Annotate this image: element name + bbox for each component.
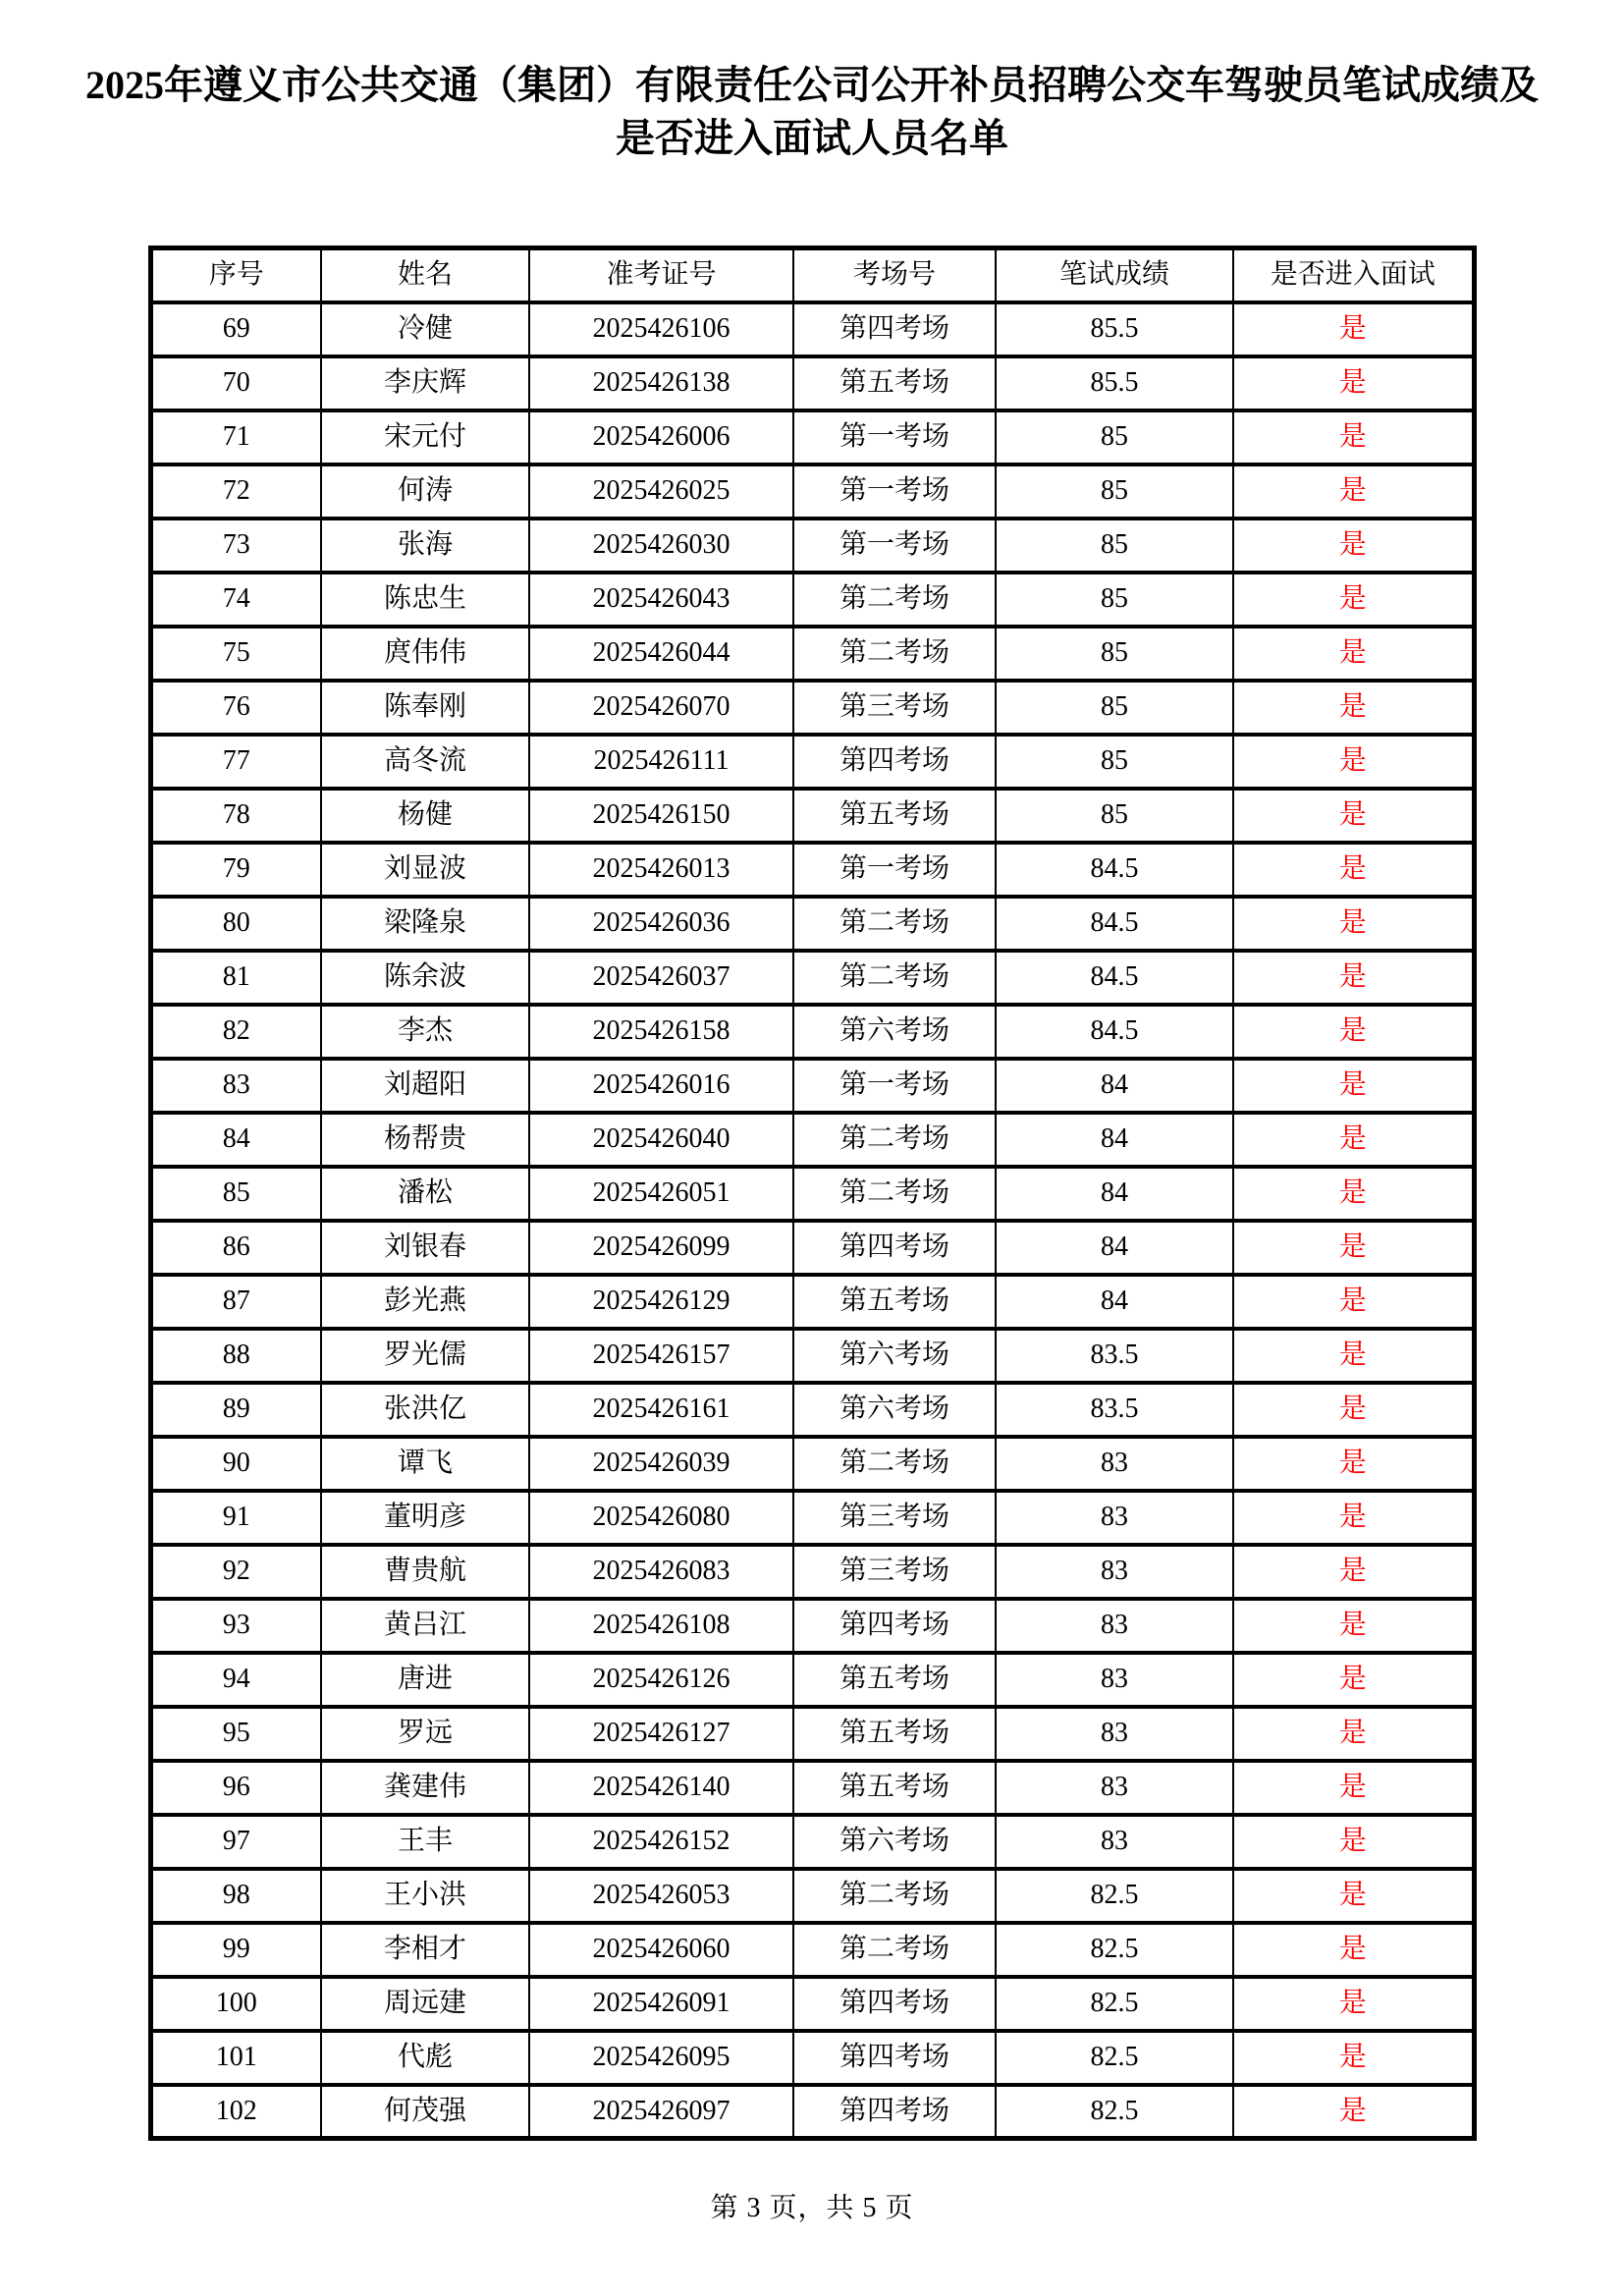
cell-name: 潘松: [321, 1167, 529, 1221]
cell-score: 83.5: [996, 1329, 1233, 1383]
cell-score: 84: [996, 1059, 1233, 1113]
cell-index: 79: [150, 843, 321, 897]
table-row: [150, 1977, 1474, 2031]
header-cell-ticket-number: 准考证号: [529, 248, 793, 302]
table-row: [150, 1005, 1474, 1059]
cell-ticket-number: 2025426138: [529, 356, 793, 410]
cell-index: 80: [150, 897, 321, 951]
cell-index: 95: [150, 1707, 321, 1761]
cell-index: 82: [150, 1005, 321, 1059]
cell-score: 83: [996, 1545, 1233, 1599]
cell-name: 罗远: [321, 1707, 529, 1761]
table-row: [150, 2031, 1474, 2085]
cell-interview: 是: [1233, 356, 1474, 410]
cell-name: 冷健: [321, 302, 529, 356]
cell-score: 85: [996, 681, 1233, 735]
cell-index: 74: [150, 573, 321, 627]
header-cell-score: 笔试成绩: [996, 248, 1233, 302]
header-cell-index: 序号: [150, 248, 321, 302]
cell-ticket-number: 2025426106: [529, 302, 793, 356]
cell-ticket-number: 2025426070: [529, 681, 793, 735]
header-cell-exam-room: 考场号: [793, 248, 996, 302]
cell-index: 87: [150, 1275, 321, 1329]
table-row: [150, 519, 1474, 573]
cell-index: 85: [150, 1167, 321, 1221]
cell-index: 78: [150, 789, 321, 843]
cell-name: 谭飞: [321, 1437, 529, 1491]
cell-interview: 是: [1233, 1383, 1474, 1437]
cell-ticket-number: 2025426016: [529, 1059, 793, 1113]
cell-interview: 是: [1233, 1329, 1474, 1383]
cell-index: 69: [150, 302, 321, 356]
cell-index: 100: [150, 1977, 321, 2031]
cell-ticket-number: 2025426108: [529, 1599, 793, 1653]
cell-index: 70: [150, 356, 321, 410]
cell-name: 杨健: [321, 789, 529, 843]
cell-index: 96: [150, 1761, 321, 1815]
cell-score: 85: [996, 573, 1233, 627]
cell-score: 84: [996, 1221, 1233, 1275]
cell-exam-room: 第五考场: [793, 1275, 996, 1329]
cell-index: 93: [150, 1599, 321, 1653]
cell-interview: 是: [1233, 465, 1474, 519]
cell-score: 83: [996, 1437, 1233, 1491]
cell-exam-room: 第二考场: [793, 951, 996, 1005]
cell-ticket-number: 2025426099: [529, 1221, 793, 1275]
cell-name: 彭光燕: [321, 1275, 529, 1329]
cell-interview: 是: [1233, 1761, 1474, 1815]
cell-exam-room: 第二考场: [793, 1869, 996, 1923]
table-row: [150, 1707, 1474, 1761]
cell-score: 82.5: [996, 2031, 1233, 2085]
cell-score: 83: [996, 1653, 1233, 1707]
cell-score: 83: [996, 1761, 1233, 1815]
cell-name: 代彪: [321, 2031, 529, 2085]
cell-exam-room: 第二考场: [793, 1437, 996, 1491]
cell-score: 84.5: [996, 843, 1233, 897]
cell-ticket-number: 2025426060: [529, 1923, 793, 1977]
cell-ticket-number: 2025426129: [529, 1275, 793, 1329]
cell-name: 宋元付: [321, 410, 529, 465]
cell-ticket-number: 2025426051: [529, 1167, 793, 1221]
cell-interview: 是: [1233, 1059, 1474, 1113]
table-header: [150, 248, 1474, 302]
cell-interview: 是: [1233, 1491, 1474, 1545]
cell-interview: 是: [1233, 843, 1474, 897]
cell-score: 85.5: [996, 302, 1233, 356]
cell-index: 90: [150, 1437, 321, 1491]
cell-name: 陈余波: [321, 951, 529, 1005]
cell-index: 91: [150, 1491, 321, 1545]
cell-index: 84: [150, 1113, 321, 1167]
cell-name: 李庆辉: [321, 356, 529, 410]
cell-index: 75: [150, 627, 321, 681]
cell-exam-room: 第五考场: [793, 1761, 996, 1815]
cell-score: 83: [996, 1707, 1233, 1761]
cell-index: 92: [150, 1545, 321, 1599]
cell-exam-room: 第五考场: [793, 789, 996, 843]
cell-name: 刘超阳: [321, 1059, 529, 1113]
table-row: [150, 1329, 1474, 1383]
cell-ticket-number: 2025426161: [529, 1383, 793, 1437]
cell-interview: 是: [1233, 1653, 1474, 1707]
cell-ticket-number: 2025426030: [529, 519, 793, 573]
cell-index: 101: [150, 2031, 321, 2085]
cell-score: 83: [996, 1599, 1233, 1653]
table-row: [150, 573, 1474, 627]
cell-interview: 是: [1233, 1977, 1474, 2031]
cell-interview: 是: [1233, 1815, 1474, 1869]
cell-score: 82.5: [996, 1977, 1233, 2031]
cell-index: 89: [150, 1383, 321, 1437]
cell-index: 88: [150, 1329, 321, 1383]
cell-score: 84: [996, 1113, 1233, 1167]
cell-interview: 是: [1233, 1707, 1474, 1761]
cell-interview: 是: [1233, 951, 1474, 1005]
cell-interview: 是: [1233, 1113, 1474, 1167]
header-cell-interview: 是否进入面试: [1233, 248, 1474, 302]
cell-ticket-number: 2025426126: [529, 1653, 793, 1707]
cell-name: 张洪亿: [321, 1383, 529, 1437]
cell-interview: 是: [1233, 1599, 1474, 1653]
table-row: [150, 1167, 1474, 1221]
cell-exam-room: 第二考场: [793, 627, 996, 681]
cell-name: 陈奉刚: [321, 681, 529, 735]
cell-exam-room: 第二考场: [793, 1167, 996, 1221]
cell-score: 85: [996, 735, 1233, 789]
cell-name: 庹伟伟: [321, 627, 529, 681]
cell-exam-room: 第二考场: [793, 897, 996, 951]
cell-interview: 是: [1233, 410, 1474, 465]
cell-index: 97: [150, 1815, 321, 1869]
table-row: [150, 465, 1474, 519]
cell-exam-room: 第一考场: [793, 843, 996, 897]
table-body: [150, 302, 1474, 2139]
table-row: [150, 1653, 1474, 1707]
cell-name: 陈忠生: [321, 573, 529, 627]
cell-interview: 是: [1233, 1869, 1474, 1923]
cell-name: 梁隆泉: [321, 897, 529, 951]
cell-interview: 是: [1233, 627, 1474, 681]
table-row: [150, 681, 1474, 735]
cell-exam-room: 第四考场: [793, 2085, 996, 2139]
cell-score: 82.5: [996, 1869, 1233, 1923]
cell-score: 84.5: [996, 1005, 1233, 1059]
cell-exam-room: 第三考场: [793, 1545, 996, 1599]
cell-interview: 是: [1233, 789, 1474, 843]
cell-exam-room: 第一考场: [793, 465, 996, 519]
page-title: 2025年遵义市公共交通（集团）有限责任公司公开补员招聘公交车驾驶员笔试成绩及是否进入面试人员名单: [85, 63, 1539, 160]
cell-score: 82.5: [996, 1923, 1233, 1977]
cell-name: 唐进: [321, 1653, 529, 1707]
cell-interview: 是: [1233, 1437, 1474, 1491]
cell-interview: 是: [1233, 897, 1474, 951]
table-row: [150, 897, 1474, 951]
cell-exam-room: 第一考场: [793, 519, 996, 573]
cell-ticket-number: 2025426127: [529, 1707, 793, 1761]
cell-ticket-number: 2025426157: [529, 1329, 793, 1383]
cell-score: 85: [996, 519, 1233, 573]
cell-index: 76: [150, 681, 321, 735]
cell-exam-room: 第六考场: [793, 1815, 996, 1869]
cell-exam-room: 第四考场: [793, 1221, 996, 1275]
cell-exam-room: 第一考场: [793, 1059, 996, 1113]
cell-ticket-number: 2025426043: [529, 573, 793, 627]
cell-exam-room: 第三考场: [793, 681, 996, 735]
cell-ticket-number: 2025426036: [529, 897, 793, 951]
cell-ticket-number: 2025426040: [529, 1113, 793, 1167]
cell-name: 曹贵航: [321, 1545, 529, 1599]
cell-exam-room: 第五考场: [793, 1653, 996, 1707]
results-table: [148, 246, 1477, 2141]
cell-score: 85: [996, 465, 1233, 519]
cell-exam-room: 第四考场: [793, 1977, 996, 2031]
table-row: [150, 1113, 1474, 1167]
cell-name: 周远建: [321, 1977, 529, 2031]
cell-score: 85: [996, 789, 1233, 843]
cell-ticket-number: 2025426140: [529, 1761, 793, 1815]
cell-name: 王小洪: [321, 1869, 529, 1923]
cell-index: 86: [150, 1221, 321, 1275]
table-row: [150, 789, 1474, 843]
cell-interview: 是: [1233, 573, 1474, 627]
cell-score: 85: [996, 410, 1233, 465]
cell-index: 77: [150, 735, 321, 789]
cell-interview: 是: [1233, 1167, 1474, 1221]
cell-name: 刘银春: [321, 1221, 529, 1275]
cell-name: 龚建伟: [321, 1761, 529, 1815]
cell-index: 94: [150, 1653, 321, 1707]
table-row: [150, 951, 1474, 1005]
cell-ticket-number: 2025426158: [529, 1005, 793, 1059]
cell-ticket-number: 2025426097: [529, 2085, 793, 2139]
cell-interview: 是: [1233, 735, 1474, 789]
cell-name: 李相才: [321, 1923, 529, 1977]
cell-name: 何茂强: [321, 2085, 529, 2139]
cell-score: 83: [996, 1815, 1233, 1869]
cell-exam-room: 第四考场: [793, 2031, 996, 2085]
table-row: [150, 1059, 1474, 1113]
cell-name: 黄吕江: [321, 1599, 529, 1653]
table-row: [150, 1599, 1474, 1653]
table-row: [150, 1383, 1474, 1437]
cell-exam-room: 第四考场: [793, 302, 996, 356]
cell-ticket-number: 2025426152: [529, 1815, 793, 1869]
cell-exam-room: 第六考场: [793, 1005, 996, 1059]
cell-exam-room: 第五考场: [793, 1707, 996, 1761]
cell-name: 何涛: [321, 465, 529, 519]
cell-exam-room: 第三考场: [793, 1491, 996, 1545]
table-row: [150, 1437, 1474, 1491]
table-row: [150, 1815, 1474, 1869]
cell-interview: 是: [1233, 1545, 1474, 1599]
table-row: [150, 1869, 1474, 1923]
cell-ticket-number: 2025426013: [529, 843, 793, 897]
cell-ticket-number: 2025426044: [529, 627, 793, 681]
cell-score: 82.5: [996, 2085, 1233, 2139]
cell-interview: 是: [1233, 1005, 1474, 1059]
table-row: [150, 1491, 1474, 1545]
table-row: [150, 1221, 1474, 1275]
cell-name: 罗光儒: [321, 1329, 529, 1383]
cell-score: 84.5: [996, 951, 1233, 1005]
cell-interview: 是: [1233, 2031, 1474, 2085]
cell-exam-room: 第四考场: [793, 735, 996, 789]
cell-ticket-number: 2025426080: [529, 1491, 793, 1545]
cell-exam-room: 第二考场: [793, 1923, 996, 1977]
cell-name: 李杰: [321, 1005, 529, 1059]
table-row: [150, 1761, 1474, 1815]
cell-interview: 是: [1233, 519, 1474, 573]
cell-score: 84.5: [996, 897, 1233, 951]
cell-score: 84: [996, 1275, 1233, 1329]
cell-ticket-number: 2025426111: [529, 735, 793, 789]
table-row: [150, 1545, 1474, 1599]
cell-name: 董明彦: [321, 1491, 529, 1545]
cell-interview: 是: [1233, 1221, 1474, 1275]
cell-ticket-number: 2025426037: [529, 951, 793, 1005]
cell-score: 85: [996, 627, 1233, 681]
cell-ticket-number: 2025426150: [529, 789, 793, 843]
table-row: [150, 302, 1474, 356]
cell-score: 83: [996, 1491, 1233, 1545]
cell-interview: 是: [1233, 302, 1474, 356]
table-row: [150, 356, 1474, 410]
cell-ticket-number: 2025426025: [529, 465, 793, 519]
table-row: [150, 627, 1474, 681]
cell-name: 高冬流: [321, 735, 529, 789]
cell-score: 83.5: [996, 1383, 1233, 1437]
cell-name: 张海: [321, 519, 529, 573]
cell-exam-room: 第二考场: [793, 1113, 996, 1167]
cell-exam-room: 第六考场: [793, 1383, 996, 1437]
cell-exam-room: 第二考场: [793, 573, 996, 627]
cell-name: 王丰: [321, 1815, 529, 1869]
cell-exam-room: 第五考场: [793, 356, 996, 410]
cell-ticket-number: 2025426006: [529, 410, 793, 465]
page-footer: 第 3 页，共 5 页: [710, 2193, 914, 2223]
cell-interview: 是: [1233, 681, 1474, 735]
cell-interview: 是: [1233, 2085, 1474, 2139]
cell-ticket-number: 2025426091: [529, 1977, 793, 2031]
cell-score: 85.5: [996, 356, 1233, 410]
table-row: [150, 2085, 1474, 2139]
table-row: [150, 1923, 1474, 1977]
cell-index: 73: [150, 519, 321, 573]
cell-index: 72: [150, 465, 321, 519]
header-cell-name: 姓名: [321, 248, 529, 302]
cell-exam-room: 第六考场: [793, 1329, 996, 1383]
table-header-row: [150, 248, 1474, 302]
cell-index: 81: [150, 951, 321, 1005]
table-row: [150, 1275, 1474, 1329]
table-row: [150, 843, 1474, 897]
cell-interview: 是: [1233, 1275, 1474, 1329]
cell-name: 刘显波: [321, 843, 529, 897]
cell-ticket-number: 2025426083: [529, 1545, 793, 1599]
cell-index: 98: [150, 1869, 321, 1923]
cell-index: 102: [150, 2085, 321, 2139]
cell-ticket-number: 2025426053: [529, 1869, 793, 1923]
cell-ticket-number: 2025426095: [529, 2031, 793, 2085]
cell-index: 99: [150, 1923, 321, 1977]
cell-index: 71: [150, 410, 321, 465]
table-row: [150, 410, 1474, 465]
table-row: [150, 735, 1474, 789]
cell-exam-room: 第一考场: [793, 410, 996, 465]
cell-exam-room: 第四考场: [793, 1599, 996, 1653]
cell-name: 杨帮贵: [321, 1113, 529, 1167]
cell-ticket-number: 2025426039: [529, 1437, 793, 1491]
cell-interview: 是: [1233, 1923, 1474, 1977]
cell-index: 83: [150, 1059, 321, 1113]
cell-score: 84: [996, 1167, 1233, 1221]
